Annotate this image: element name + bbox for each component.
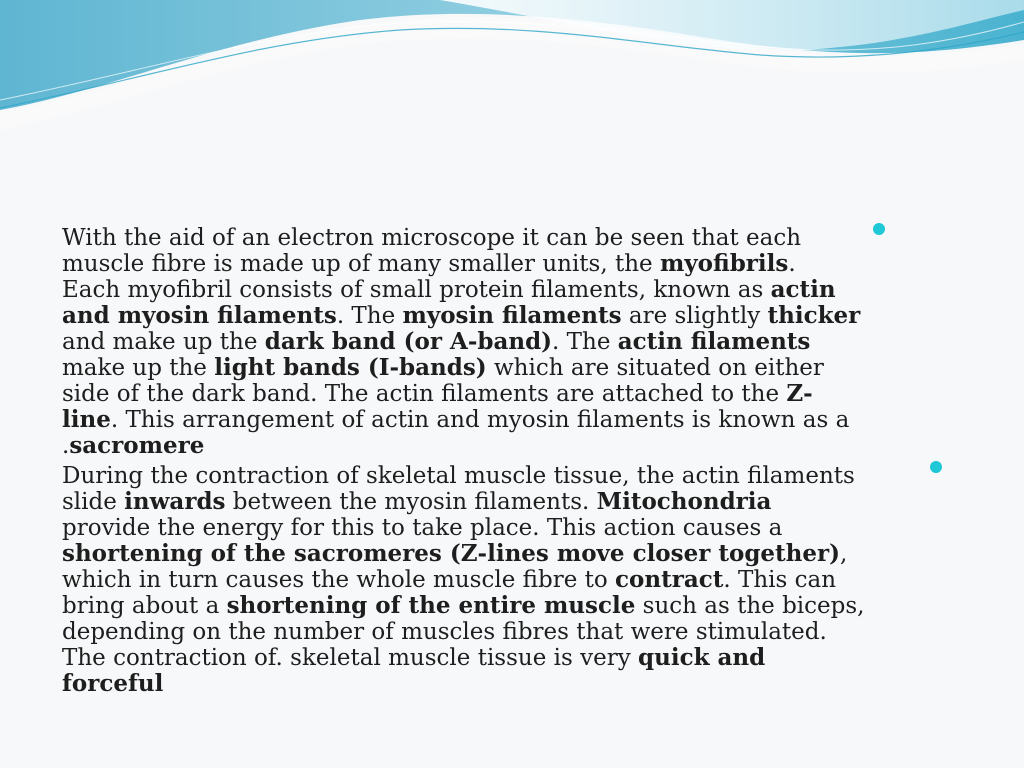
bold-term: dark band (or A-band) [264, 328, 553, 355]
text-run: provide the energy for this to take place. This action causes a [62, 515, 783, 541]
text-line [62, 489, 865, 515]
text-line [62, 567, 865, 593]
text-run: and make up the [62, 329, 265, 355]
text-line [62, 303, 860, 329]
text-run: The contraction of. skeletal muscle tissue is very [62, 645, 639, 671]
bold-term: actin filaments [617, 328, 811, 355]
text-run: . The [336, 303, 403, 329]
text-line [62, 277, 860, 303]
text-run: . This arrangement of actin and myosin filaments is known as a [110, 407, 850, 433]
text-line [62, 515, 865, 541]
bold-term: shortening of the sacromeres (Z-lines move closer together) [62, 540, 841, 567]
text-run: . This can [723, 567, 837, 593]
text-run: are slightly [621, 303, 768, 329]
text-line [62, 329, 860, 355]
bold-term: forceful [62, 670, 164, 697]
text-run: make up the [62, 355, 215, 381]
text-line [62, 671, 865, 697]
bullet-dot-2 [930, 461, 942, 473]
text-line [62, 645, 865, 671]
text-line [62, 619, 865, 645]
text-run: . [788, 251, 796, 277]
text-run: depending on the number of muscles fibres that were stimulated. [62, 619, 827, 645]
bold-term: and myosin filaments [62, 302, 337, 329]
header-wave-decoration [0, 0, 1024, 130]
text-line [62, 251, 860, 277]
text-line [62, 541, 865, 567]
text-run: During the contraction of skeletal muscle tissue, the actin filaments [62, 463, 855, 489]
bold-term: actin [770, 276, 836, 303]
text-line [62, 433, 860, 459]
text-run: slide [62, 489, 125, 515]
bold-term: sacromere [69, 432, 205, 459]
bold-term: line [62, 406, 111, 433]
text-run: which are situated on either [486, 355, 824, 381]
text-run: side of the dark band. The actin filaments are attached to the [62, 381, 787, 407]
text-line [62, 407, 860, 433]
text-line [62, 355, 860, 381]
text-run: muscle fibre is made up of many smaller units, the [62, 251, 660, 277]
bold-term: light bands (I-bands) [214, 354, 487, 381]
text-run: such as the biceps, [635, 593, 865, 619]
bullet-dot-1 [873, 223, 885, 235]
text-run: With the aid of an electron microscope it can be seen that each [62, 225, 802, 251]
bold-term: shortening of the entire muscle [226, 592, 636, 619]
text-run: Each myofibril consists of small protein filaments, known as [62, 277, 771, 303]
bold-term: Z- [786, 380, 813, 407]
bold-term: contract [615, 566, 724, 593]
bold-term: quick and [638, 644, 766, 671]
paragraph-contraction [62, 463, 865, 697]
text-run: . [62, 433, 70, 459]
text-run: . The [552, 329, 618, 355]
paragraph-myofibrils [62, 225, 860, 459]
text-run: which in turn causes the whole muscle fibre to [62, 567, 616, 593]
text-run: , [840, 541, 848, 567]
bold-term: myofibrils [659, 250, 789, 277]
text-line [62, 593, 865, 619]
text-run: between the myosin filaments. [225, 489, 597, 515]
text-line [62, 463, 865, 489]
bold-term: inwards [124, 488, 226, 515]
text-run: bring about a [62, 593, 227, 619]
bold-term: Mitochondria [596, 488, 772, 515]
bold-term: myosin filaments [402, 302, 622, 329]
text-line [62, 381, 860, 407]
text-line [62, 225, 860, 251]
bold-term: thicker [767, 302, 861, 329]
